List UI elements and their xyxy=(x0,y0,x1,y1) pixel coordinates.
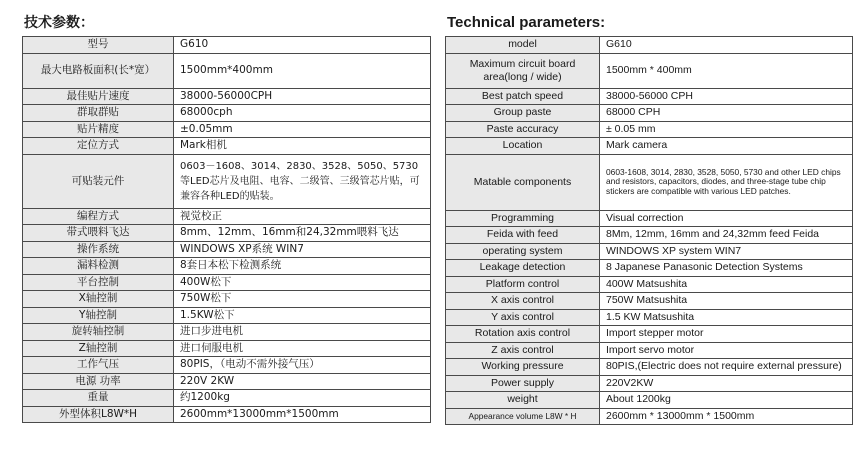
table-row xyxy=(23,291,431,308)
table-row xyxy=(23,37,431,54)
table-row xyxy=(23,53,431,88)
param-value: 视觉校正 xyxy=(174,208,431,225)
table-row xyxy=(23,225,431,242)
param-label: 最大电路板面积(长*宽） xyxy=(23,53,174,88)
param-label: 带式喂料飞达 xyxy=(23,225,174,242)
param-label: Maximum circuit board area(long / wide) xyxy=(446,53,600,88)
param-value: Import stepper motor xyxy=(600,326,853,343)
param-value: WINDOWS XP system WIN7 xyxy=(600,243,853,260)
param-label: Z轴控制 xyxy=(23,340,174,357)
table-row xyxy=(446,326,853,343)
param-value: 1.5 KW Matsushita xyxy=(600,309,853,326)
table-row xyxy=(23,105,431,122)
table-row xyxy=(23,121,431,138)
param-label: operating system xyxy=(446,243,600,260)
param-label: 工作气压 xyxy=(23,357,174,374)
table-row xyxy=(23,88,431,105)
param-value: ± 0.05 mm xyxy=(600,121,853,138)
table-row xyxy=(446,138,853,155)
param-value: 8套日本松下检测系统 xyxy=(174,258,431,275)
param-label: Paste accuracy xyxy=(446,121,600,138)
param-label: 重量 xyxy=(23,390,174,407)
param-value: 220V 2KW xyxy=(174,373,431,390)
param-value: 8Mm, 12mm, 16mm and 24,32mm feed Feida xyxy=(600,227,853,244)
param-value: 220V2KW xyxy=(600,375,853,392)
table-row xyxy=(23,373,431,390)
table-row xyxy=(446,121,853,138)
param-value: WINDOWS XP系统 WIN7 xyxy=(174,241,431,258)
param-label: Appearance volume L8W * H xyxy=(446,408,600,425)
param-label: 操作系统 xyxy=(23,241,174,258)
param-value: ±0.05mm xyxy=(174,121,431,138)
table-row xyxy=(23,324,431,341)
table-row xyxy=(446,392,853,409)
table-row xyxy=(446,88,853,105)
param-label: Platform control xyxy=(446,276,600,293)
param-value: Import servo motor xyxy=(600,342,853,359)
param-label: 漏料检测 xyxy=(23,258,174,275)
param-label: Rotation axis control xyxy=(446,326,600,343)
param-value: G610 xyxy=(600,37,853,54)
param-label: 平台控制 xyxy=(23,274,174,291)
table-row xyxy=(446,309,853,326)
param-label: 可贴装元件 xyxy=(23,154,174,208)
table-row xyxy=(446,154,853,210)
spec-table-english xyxy=(445,36,853,425)
param-value: 约1200kg xyxy=(174,390,431,407)
param-value: 1500mm*400mm xyxy=(174,53,431,88)
param-label: 型号 xyxy=(23,37,174,54)
param-value: G610 xyxy=(174,37,431,54)
param-label: Matable components xyxy=(446,154,600,210)
spec-table-chinese xyxy=(22,36,431,423)
param-label: 外型体积L8W*H xyxy=(23,406,174,423)
table-row xyxy=(446,227,853,244)
param-label: Feida with feed xyxy=(446,227,600,244)
param-value: 1500mm * 400mm xyxy=(600,53,853,88)
table-row xyxy=(23,274,431,291)
param-value: 68000 CPH xyxy=(600,105,853,122)
param-value: 8mm、12mm、16mm和24,32mm喂料飞达 xyxy=(174,225,431,242)
table-row xyxy=(23,241,431,258)
param-value: 1.5KW松下 xyxy=(174,307,431,324)
table-row xyxy=(23,340,431,357)
spec-title-english: Technical parameters: xyxy=(447,14,606,31)
param-value: 2600mm * 13000mm * 1500mm xyxy=(600,408,853,425)
table-row xyxy=(23,258,431,275)
table-row xyxy=(446,375,853,392)
param-label: Location xyxy=(446,138,600,155)
param-label: 编程方式 xyxy=(23,208,174,225)
table-row xyxy=(23,390,431,407)
param-value: Visual correction xyxy=(600,210,853,227)
param-label: Y轴控制 xyxy=(23,307,174,324)
param-label: Best patch speed xyxy=(446,88,600,105)
table-row xyxy=(446,408,853,425)
table-row xyxy=(446,37,853,54)
param-value: 750W松下 xyxy=(174,291,431,308)
param-label: Y axis control xyxy=(446,309,600,326)
param-label: Working pressure xyxy=(446,359,600,376)
param-value: 8 Japanese Panasonic Detection Systems xyxy=(600,260,853,277)
table-row xyxy=(446,210,853,227)
param-value: 38000-56000CPH xyxy=(174,88,431,105)
param-value: 80PIS，（电动不需外接气压） xyxy=(174,357,431,374)
table-row xyxy=(446,359,853,376)
spec-panel-chinese xyxy=(22,10,431,423)
param-label: Leakage detection xyxy=(446,260,600,277)
table-row xyxy=(23,138,431,155)
param-label: 旋转轴控制 xyxy=(23,324,174,341)
param-label: weight xyxy=(446,392,600,409)
param-value: 38000-56000 CPH xyxy=(600,88,853,105)
param-value: 0603-1608, 3014, 2830, 3528, 5050, 5730 and other LED chips and resistors, capacitors, diodes, and three-stage tube chip stickers are compatible with various LED patches. xyxy=(600,154,853,210)
param-value: 750W Matsushita xyxy=(600,293,853,310)
param-label: 最佳贴片速度 xyxy=(23,88,174,105)
param-label: Group paste xyxy=(446,105,600,122)
param-label: 电源 功率 xyxy=(23,373,174,390)
param-value: Mark相机 xyxy=(174,138,431,155)
param-label: 贴片精度 xyxy=(23,121,174,138)
param-value: 0603－1608、3014、2830、3528、5050、5730等LED芯片及电阻、电容、二级管、三级管芯片贴，可兼容各种LED的贴装。 xyxy=(174,154,431,208)
param-label: X axis control xyxy=(446,293,600,310)
param-value: 进口伺服电机 xyxy=(174,340,431,357)
param-label: Programming xyxy=(446,210,600,227)
param-label: 群取群贴 xyxy=(23,105,174,122)
param-value: 400W松下 xyxy=(174,274,431,291)
param-label: X轴控制 xyxy=(23,291,174,308)
table-row xyxy=(446,105,853,122)
table-row xyxy=(23,307,431,324)
table-row xyxy=(446,342,853,359)
param-label: Power supply xyxy=(446,375,600,392)
table-row xyxy=(446,243,853,260)
param-value: 68000cph xyxy=(174,105,431,122)
spec-title-chinese: 技术参数： xyxy=(24,15,94,31)
spec-panel-english xyxy=(445,10,853,425)
table-row xyxy=(23,406,431,423)
param-label: model xyxy=(446,37,600,54)
param-value: 2600mm*13000mm*1500mm xyxy=(174,406,431,423)
table-row xyxy=(23,154,431,208)
param-label: 定位方式 xyxy=(23,138,174,155)
param-value: 进口步进电机 xyxy=(174,324,431,341)
table-row xyxy=(446,53,853,88)
param-value: 80PIS,(Electric does not require external pressure) xyxy=(600,359,853,376)
param-label: Z axis control xyxy=(446,342,600,359)
table-row xyxy=(446,276,853,293)
table-row xyxy=(446,260,853,277)
param-value: Mark camera xyxy=(600,138,853,155)
table-row xyxy=(23,208,431,225)
param-value: 400W Matsushita xyxy=(600,276,853,293)
table-row xyxy=(446,293,853,310)
param-value: About 1200kg xyxy=(600,392,853,409)
table-row xyxy=(23,357,431,374)
